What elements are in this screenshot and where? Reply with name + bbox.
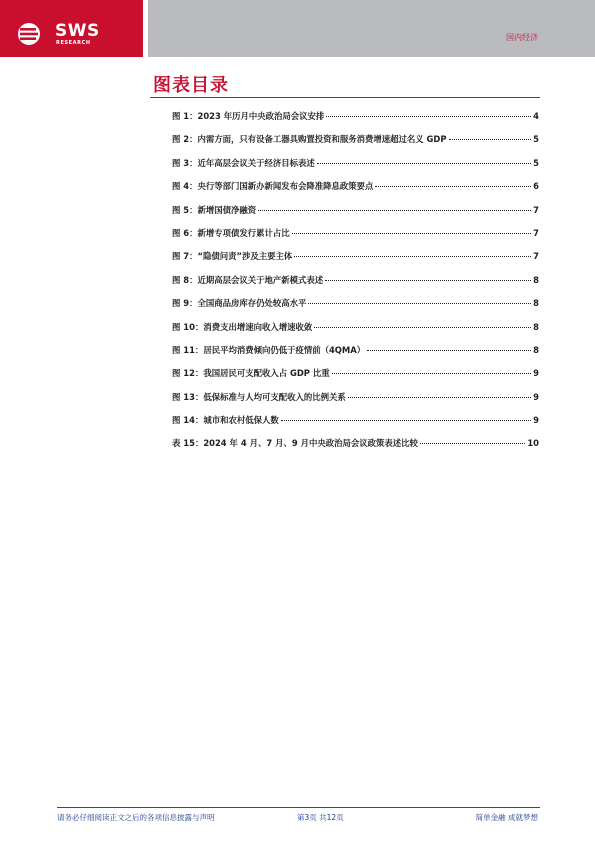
toc-leader-dots [325,280,531,281]
toc-entry-label: 图 1：2023 年历月中央政治局会议安排 [172,111,325,121]
toc-leader-dots [281,420,531,421]
toc-list [172,110,539,461]
toc-entry[interactable] [172,110,539,133]
logo-text: SWS [55,21,100,41]
logo-subtext: RESEARCH [56,40,91,46]
toc-entry-label: 图 14：城市和农村低保人数 [172,415,279,426]
toc-entry[interactable] [172,180,539,203]
toc-entry[interactable] [172,297,539,320]
toc-entry-label: 图 8：近期高层会议关于地产新模式表述 [172,274,324,285]
toc-entry[interactable] [172,133,539,156]
toc-entry[interactable] [172,321,539,344]
toc-leader-dots [258,210,531,211]
toc-entry-label: 图 11：居民平均消费倾向仍低于疫情前（4QMA） [172,344,366,355]
toc-entry-label: 图 10：消费支出增速向收入增速收敛 [172,321,313,332]
toc-leader-dots [317,163,531,164]
toc-leader-dots [449,139,532,140]
toc-entry[interactable] [172,437,539,460]
toc-entry[interactable] [172,344,539,367]
toc-entry-page: 7 [533,251,539,262]
footer-slogan: 简单金融 成就梦想 [475,813,538,822]
toc-entry-label: 图 3：近年高层会议关于经济目标表述 [172,157,315,168]
toc-entry-page: 7 [533,227,539,238]
sws-logo-icon [17,22,47,46]
toc-entry-label: 图 5：新增国债净融资 [172,204,257,215]
page-title: 图表目录 [153,75,229,96]
footer-rule [57,807,540,808]
toc-entry[interactable] [172,414,539,437]
toc-entry-label: 图 9：全国商品房库存仍处较高水平 [172,298,307,309]
toc-entry-label: 图 2：内需方面，只有设备工器具购置投资和服务消费增速超过名义 GDP [172,134,447,145]
toc-entry-page: 9 [533,391,539,402]
toc-entry-page: 5 [533,134,539,145]
header-logo-block [0,0,143,57]
toc-leader-dots [367,350,531,351]
toc-entry-page: 6 [533,181,539,192]
toc-leader-dots [326,116,531,117]
toc-entry-label: 表 15：2024 年 4 月、7 月、9 月中央政治局会议政策表述比较 [172,438,418,449]
toc-entry-label: 图 4：央行等部门国新办新闻发布会降准降息政策要点 [172,181,374,192]
toc-entry-label: 图 6：新增专项债发行累计占比 [172,227,290,238]
toc-entry-page: 9 [533,368,539,379]
footer-disclaimer: 请务必仔细阅读正文之后的各项信息披露与声明 [57,813,215,822]
toc-entry[interactable] [172,204,539,227]
toc-leader-dots [375,186,531,187]
toc-entry-label: 图 13：低保标准与人均可支配收入的比例关系 [172,391,346,402]
title-rule [150,97,540,98]
toc-entry-page: 4 [533,111,539,121]
header-section-label: 国内经济 [506,33,538,42]
toc-entry[interactable] [172,250,539,273]
header-bar [148,0,595,57]
toc-entry-page: 9 [533,415,539,426]
toc-entry-label: 图 12：我国居民可支配收入占 GDP 比重 [172,368,330,379]
toc-leader-dots [420,443,526,444]
toc-leader-dots [348,397,531,398]
footer-page-number: 第3页 共12页 [297,813,344,822]
toc-leader-dots [308,303,531,304]
toc-leader-dots [292,233,532,234]
toc-entry-label: 图 7：“隐债问责”涉及主要主体 [172,251,293,262]
toc-entry[interactable] [172,227,539,250]
toc-entry-page: 10 [527,438,539,449]
toc-entry-page: 8 [533,298,539,309]
toc-leader-dots [332,373,532,374]
toc-entry[interactable] [172,157,539,180]
toc-entry-page: 8 [533,274,539,285]
toc-entry[interactable] [172,274,539,297]
toc-entry-page: 7 [533,204,539,215]
toc-entry-page: 8 [533,321,539,332]
toc-leader-dots [314,327,531,328]
toc-leader-dots [294,256,531,257]
toc-entry-page: 5 [533,157,539,168]
toc-entry[interactable] [172,367,539,390]
toc-entry-page: 8 [533,344,539,355]
toc-entry[interactable] [172,391,539,414]
